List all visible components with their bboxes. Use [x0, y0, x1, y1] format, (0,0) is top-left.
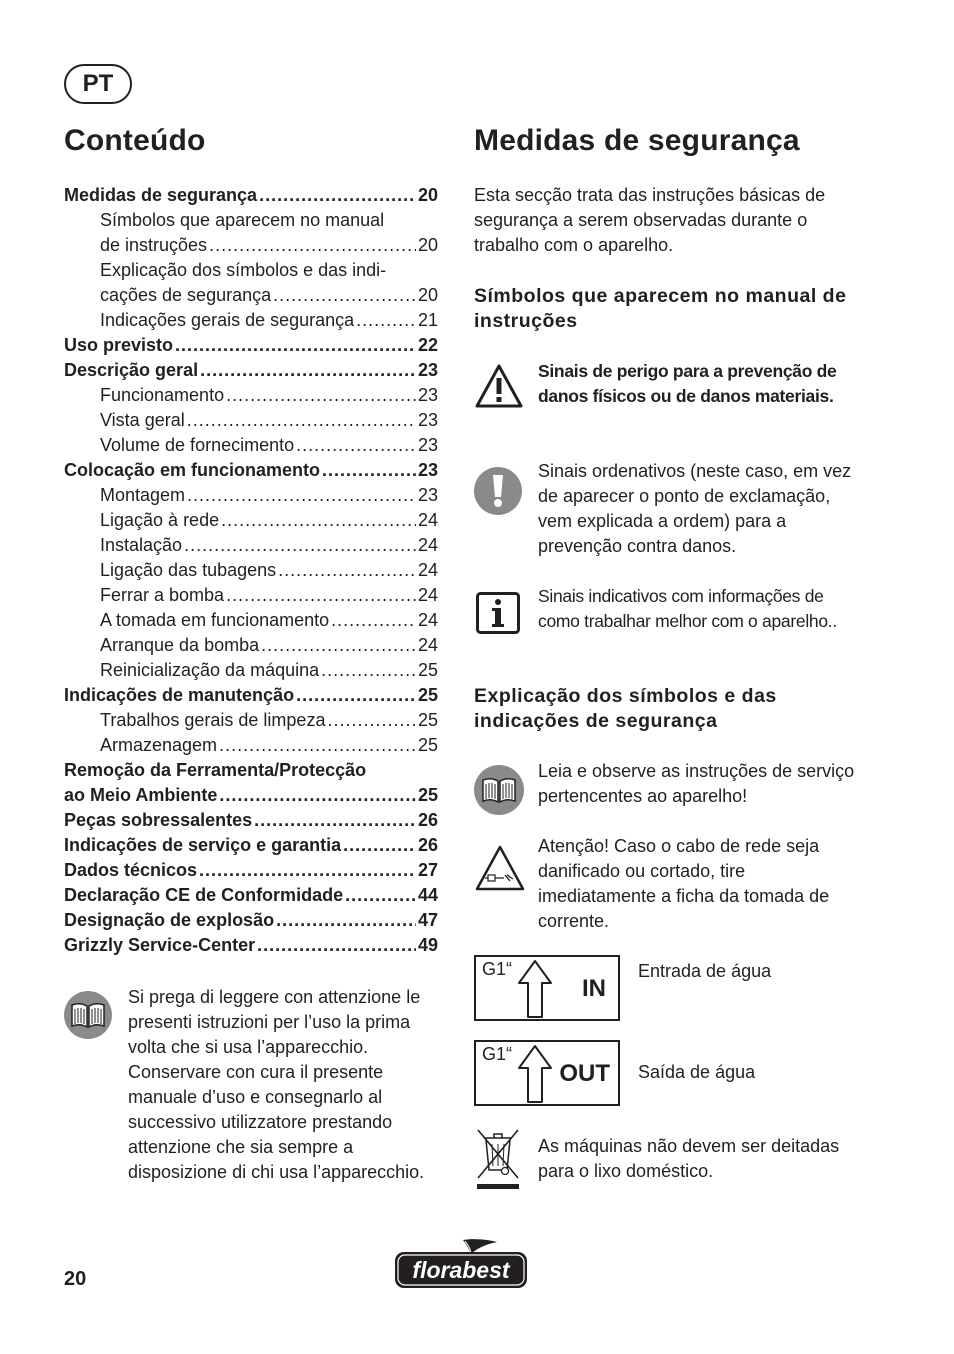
arrow-up-icon	[516, 1044, 554, 1104]
symbol-info-text: Sinais indicativos com informações de como trabalhar melhor com o aparelho..	[538, 586, 837, 631]
toc-entry-page: 23	[417, 485, 438, 505]
toc-entry-label: Símbolos que aparecem no manual	[100, 210, 385, 230]
toc-leader-dots	[219, 733, 416, 758]
toc-entry-label: cações de segurança	[100, 285, 272, 305]
water-inlet-icon	[474, 955, 620, 1021]
toc-leader-dots	[356, 308, 416, 333]
toc-entry	[64, 233, 438, 258]
toc-entry	[64, 458, 438, 483]
toc-entry	[64, 583, 438, 608]
explanation-cable-text: Atenção! Caso o cabo de rede seja danificado ou cortado, tire imediatamente a ficha da tomada de corrente.	[538, 836, 830, 931]
toc-entry-page: 24	[417, 635, 438, 655]
toc-entry-label: Designação de explosão	[64, 910, 275, 930]
toc-leader-dots	[273, 283, 416, 308]
toc-leader-dots	[276, 908, 416, 933]
toc-leader-dots	[209, 233, 416, 258]
toc-entry	[64, 908, 438, 933]
toc-entry-label: Explicação dos símbolos e das indi-	[100, 260, 387, 280]
safety-intro: Esta secção trata das instruções básicas de segurança a serem observadas durante o trabalho com o aparelho.	[474, 185, 826, 255]
toc-entry	[64, 383, 438, 408]
toc-entry-label: Indicações de manutenção	[64, 685, 295, 705]
toc-entry-page: 20	[417, 285, 438, 305]
toc-leader-dots	[322, 458, 416, 483]
toc-entry-page: 27	[417, 860, 438, 880]
toc-entry-page: 23	[417, 435, 438, 455]
explanation-inlet-text: Entrada de água	[638, 961, 772, 981]
toc-entry-label: Dados técnicos	[64, 860, 198, 880]
info-icon	[476, 592, 520, 634]
toc-entry-label: Ferrar a bomba	[100, 585, 225, 605]
safety-title: Medidas de segurança	[474, 124, 800, 157]
explanation-heading: Explicação dos símbolos e das indicações de segurança	[474, 685, 777, 732]
outlet-thread-label: G1“	[482, 1044, 513, 1064]
toc-entry-label: Peças sobressalentes	[64, 810, 253, 830]
toc-entry-page: 26	[417, 810, 438, 830]
toc-entry	[64, 858, 438, 883]
toc-entry-label: Volume de fornecimento	[100, 435, 295, 455]
toc-leader-dots	[221, 508, 416, 533]
crossed-bin-icon	[474, 1126, 522, 1192]
toc-entry-page: 25	[417, 710, 438, 730]
outlet-label: OUT	[559, 1060, 610, 1087]
toc-entry	[64, 708, 438, 733]
toc-entry	[64, 608, 438, 633]
toc-entry-label: Ligação das tubagens	[100, 560, 277, 580]
toc-entry-page: 26	[417, 835, 438, 855]
toc-leader-dots	[327, 708, 416, 733]
toc-leader-dots	[261, 633, 416, 658]
language-badge	[64, 64, 132, 104]
toc-entry-page: 23	[417, 360, 438, 380]
toc-leader-dots	[226, 383, 416, 408]
toc-entry-label: Armazenagem	[100, 735, 218, 755]
toc-entry-label: Instalação	[100, 535, 183, 555]
toc-entry-label: Arranque da bomba	[100, 635, 260, 655]
toc-entry-page: 23	[417, 385, 438, 405]
warning-triangle-icon	[474, 363, 524, 409]
toc-entry	[64, 433, 438, 458]
toc-entry-page: 24	[417, 560, 438, 580]
toc-entry-label: Colocação em funcionamento	[64, 460, 321, 480]
toc-entry-page: 20	[417, 235, 438, 255]
toc-leader-dots	[254, 808, 416, 833]
explanation-disposal-text: As máquinas não devem ser deitadas para o lixo doméstico.	[538, 1136, 840, 1181]
toc-entry-label: A tomada em funcionamento	[100, 610, 330, 630]
toc-entry	[64, 558, 438, 583]
page-number: 20	[64, 1268, 87, 1290]
toc-entry-label: Indicações gerais de segurança	[100, 310, 355, 330]
toc-entry-page: 21	[417, 310, 438, 330]
toc-entry-page: 25	[417, 685, 438, 705]
toc-entry	[64, 533, 438, 558]
toc-entry-page: 25	[417, 660, 438, 680]
toc-leader-dots	[331, 608, 416, 633]
toc-leader-dots	[199, 858, 416, 883]
toc-entry-label: Montagem	[100, 485, 186, 505]
toc-leader-dots	[278, 558, 416, 583]
toc-leader-dots	[345, 883, 416, 908]
inlet-thread-label: G1“	[482, 959, 513, 979]
toc-entry-label: Grizzly Service-Center	[64, 935, 256, 955]
toc-entry	[64, 508, 438, 533]
toc-entry	[64, 208, 438, 233]
toc-entry-page: 47	[417, 910, 438, 930]
toc-entry	[64, 658, 438, 683]
toc-leader-dots	[175, 333, 416, 358]
toc-entry	[64, 733, 438, 758]
toc-leader-dots	[321, 658, 416, 683]
toc-entry-page: 23	[417, 410, 438, 430]
manual-book-icon	[474, 765, 524, 815]
toc-entry	[64, 683, 438, 708]
toc-leader-dots	[219, 783, 416, 808]
toc-leader-dots	[343, 833, 416, 858]
toc-entry	[64, 758, 438, 783]
language-code: PT	[82, 70, 114, 97]
toc-entry	[64, 808, 438, 833]
symbol-order-text: Sinais ordenativos (neste caso, em vez de aparecer o ponto de exclamação, vem explicada a ordem) para a prevenção contra danos.	[538, 461, 852, 556]
manual-book-icon	[64, 991, 112, 1039]
toc-entry	[64, 183, 438, 208]
arrow-up-icon	[516, 959, 554, 1019]
toc-leader-dots	[226, 583, 416, 608]
toc-entry-page: 23	[417, 460, 438, 480]
toc-title: Conteúdo	[64, 124, 206, 157]
toc-entry-label: Declaração CE de Conformidade	[64, 885, 344, 905]
toc-entry-label: ao Meio Ambiente	[64, 785, 218, 805]
toc-entry-page: 24	[417, 510, 438, 530]
toc-leader-dots	[184, 533, 416, 558]
symbol-warning-text: Sinais de perigo para a prevenção de danos físicos ou de danos materiais.	[538, 361, 837, 406]
toc-entry-label: Medidas de segurança	[64, 185, 258, 205]
toc-entry-label: Uso previsto	[64, 335, 174, 355]
inlet-label: IN	[582, 975, 606, 1002]
toc-entry	[64, 258, 438, 283]
toc-entry-label: Funcionamento	[100, 385, 225, 405]
toc-entry-label: Reinicialização da máquina	[100, 660, 320, 680]
toc-entry	[64, 283, 438, 308]
toc-entry-page: 25	[417, 785, 438, 805]
toc-entry	[64, 408, 438, 433]
toc-entry-label: de instruções	[100, 235, 208, 255]
florabest-logo	[393, 1238, 529, 1290]
toc-entry-label: Ligação à rede	[100, 510, 220, 530]
toc-entry-page: 49	[417, 935, 438, 955]
toc-entry	[64, 358, 438, 383]
toc-leader-dots	[187, 408, 416, 433]
toc-entry	[64, 783, 438, 808]
symbols-heading: Símbolos que aparecem no manual de instruções	[474, 285, 847, 332]
toc-leader-dots	[296, 683, 416, 708]
toc-entry-page: 20	[417, 185, 438, 205]
toc-leader-dots	[296, 433, 416, 458]
toc-entry-label: Descrição geral	[64, 360, 199, 380]
manual-note-text: Si prega di leggere con attenzione le presenti istruzioni per l’uso la prima volta che si usa l’apparecchio. Conservare con cura il presente manuale d’uso e consegnarlo al successivo utilizzatore prestando attenzione che sia sempre a disposizione di chi usa l’apparecchio.	[128, 987, 425, 1182]
toc-entry-page: 24	[417, 610, 438, 630]
logo-text: florabest	[412, 1257, 510, 1283]
toc-leader-dots	[257, 933, 416, 958]
toc-entry	[64, 483, 438, 508]
toc-entry-page: 22	[417, 335, 438, 355]
toc-leader-dots	[200, 358, 416, 383]
toc-entry-page: 24	[417, 585, 438, 605]
explanation-outlet-text: Saída de água	[638, 1062, 756, 1082]
toc-entry	[64, 933, 438, 958]
table-of-contents	[64, 183, 438, 958]
toc-entry	[64, 833, 438, 858]
toc-entry-label: Remoção da Ferramenta/Protecção	[64, 760, 367, 780]
toc-entry	[64, 633, 438, 658]
water-outlet-icon	[474, 1040, 620, 1106]
toc-entry-label: Vista geral	[100, 410, 185, 430]
toc-entry-page: 25	[417, 735, 438, 755]
toc-entry	[64, 883, 438, 908]
toc-entry	[64, 308, 438, 333]
toc-entry-page: 24	[417, 535, 438, 555]
toc-entry-label: Indicações de serviço e garantia	[64, 835, 342, 855]
plug-warning-icon	[474, 844, 526, 892]
toc-entry-label: Trabalhos gerais de limpeza	[100, 710, 326, 730]
toc-entry-page: 44	[417, 885, 438, 905]
toc-leader-dots	[187, 483, 416, 508]
toc-entry	[64, 333, 438, 358]
exclamation-circle-icon	[474, 467, 522, 515]
toc-leader-dots	[259, 183, 416, 208]
explanation-manual-text: Leia e observe as instruções de serviço pertencentes ao aparelho!	[538, 761, 855, 806]
